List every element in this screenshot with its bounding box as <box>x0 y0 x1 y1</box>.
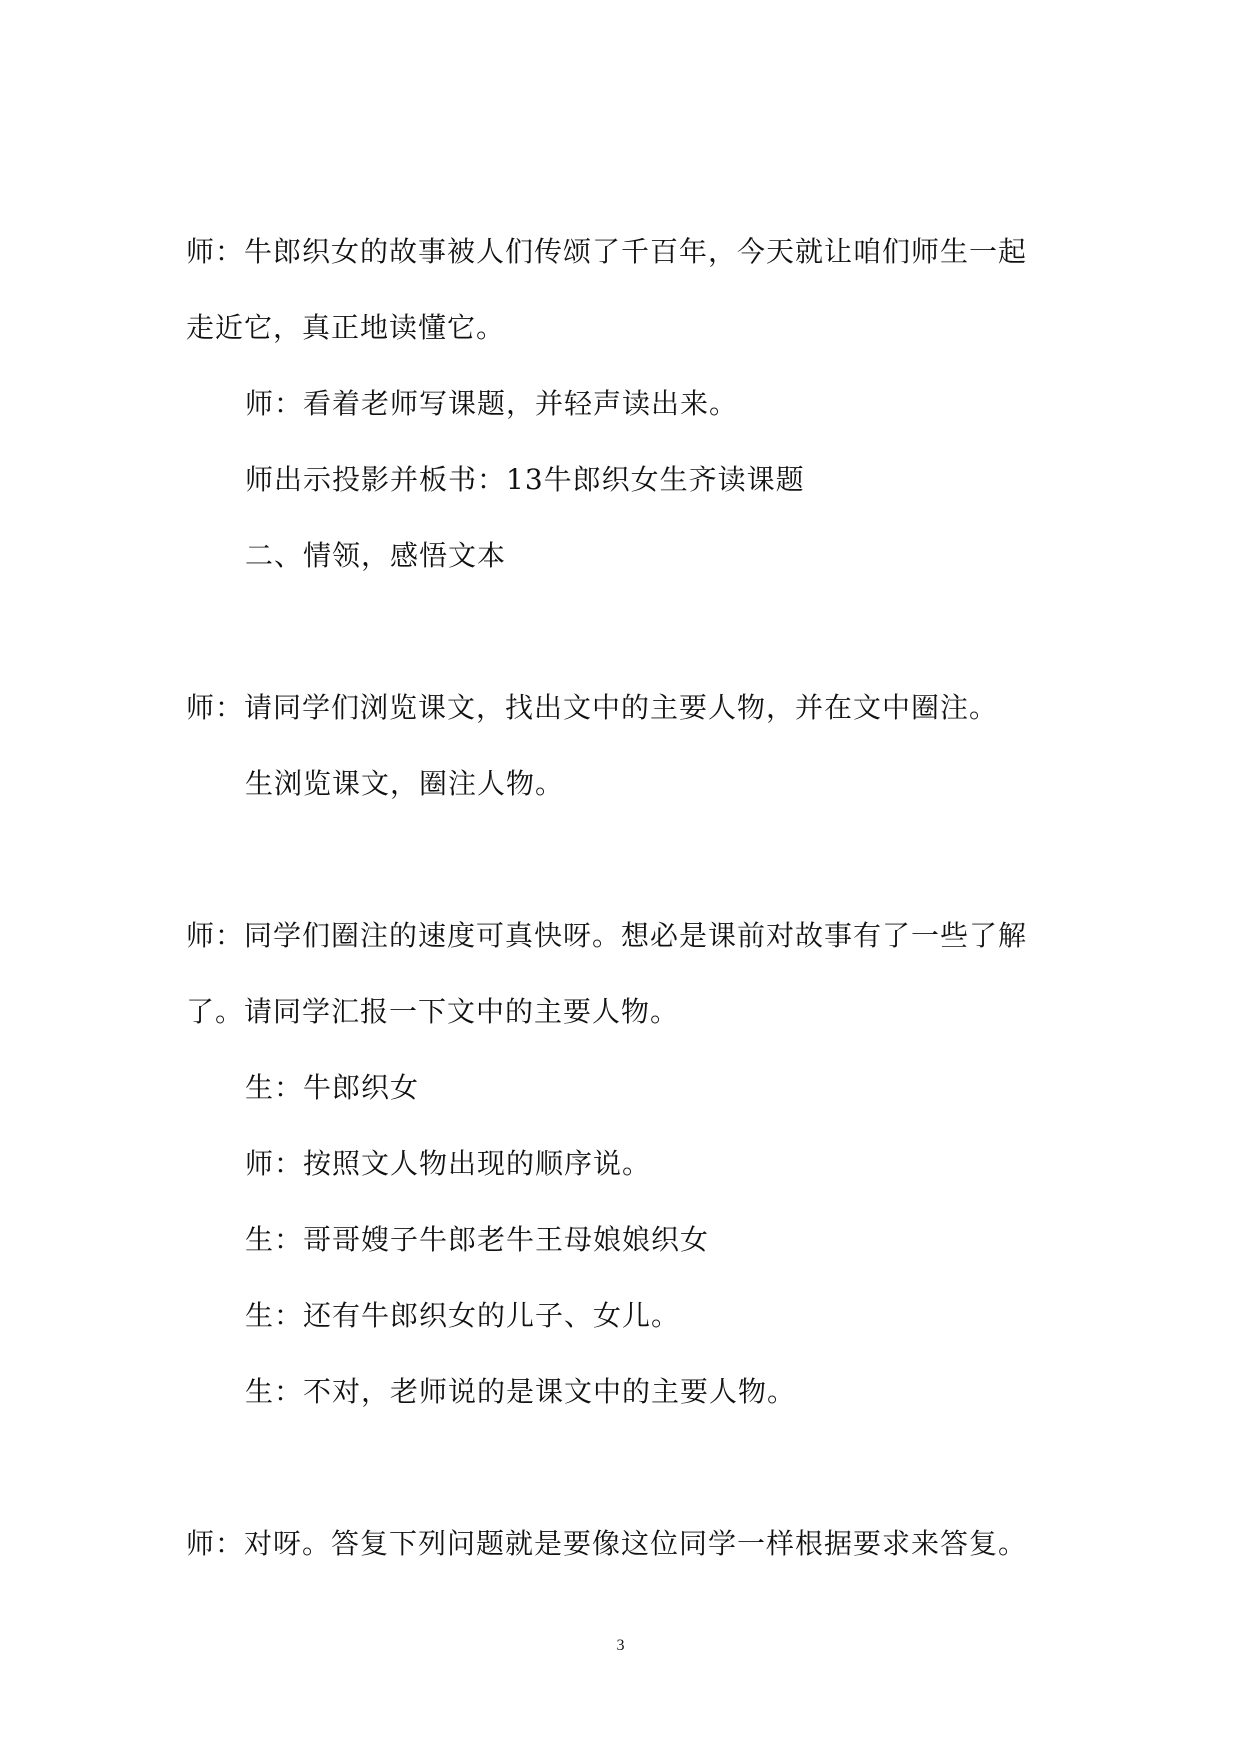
page-number: 3 <box>616 1637 625 1654</box>
text-line: 师出示投影并板书：13牛郎织女生齐读课题 <box>245 463 805 496</box>
text-line: 师：请同学们浏览课文，找出文中的主要人物，并在文中圈注。 <box>186 691 999 724</box>
text-line: 了。请同学汇报一下文中的主要人物。 <box>186 995 680 1028</box>
text-line: 生：不对，老师说的是课文中的主要人物。 <box>245 1375 797 1408</box>
section-heading: 二、情领，感悟文本 <box>245 539 507 572</box>
text-line: 师：对呀。答复下列问题就是要像这位同学一样根据要求来答复。 <box>186 1527 1028 1560</box>
text-line: 师：看着老师写课题，并轻声读出来。 <box>245 387 739 420</box>
text-line: 师：按照文人物出现的顺序说。 <box>245 1147 652 1180</box>
text-line: 师：同学们圈注的速度可真快呀。想必是课前对故事有了一些了解 <box>186 919 1028 952</box>
text-line: 生：哥哥嫂子牛郎老牛王母娘娘织女 <box>245 1223 710 1256</box>
text-line: 生：还有牛郎织女的儿子、女儿。 <box>245 1299 681 1332</box>
text-line: 师：牛郎织女的故事被人们传颂了千百年，今天就让咱们师生一起 <box>186 235 1028 268</box>
text-line: 生：牛郎织女 <box>245 1071 420 1104</box>
text-line: 走近它，真正地读懂它。 <box>186 311 506 344</box>
text-line: 生浏览课文，圈注人物。 <box>245 767 565 800</box>
